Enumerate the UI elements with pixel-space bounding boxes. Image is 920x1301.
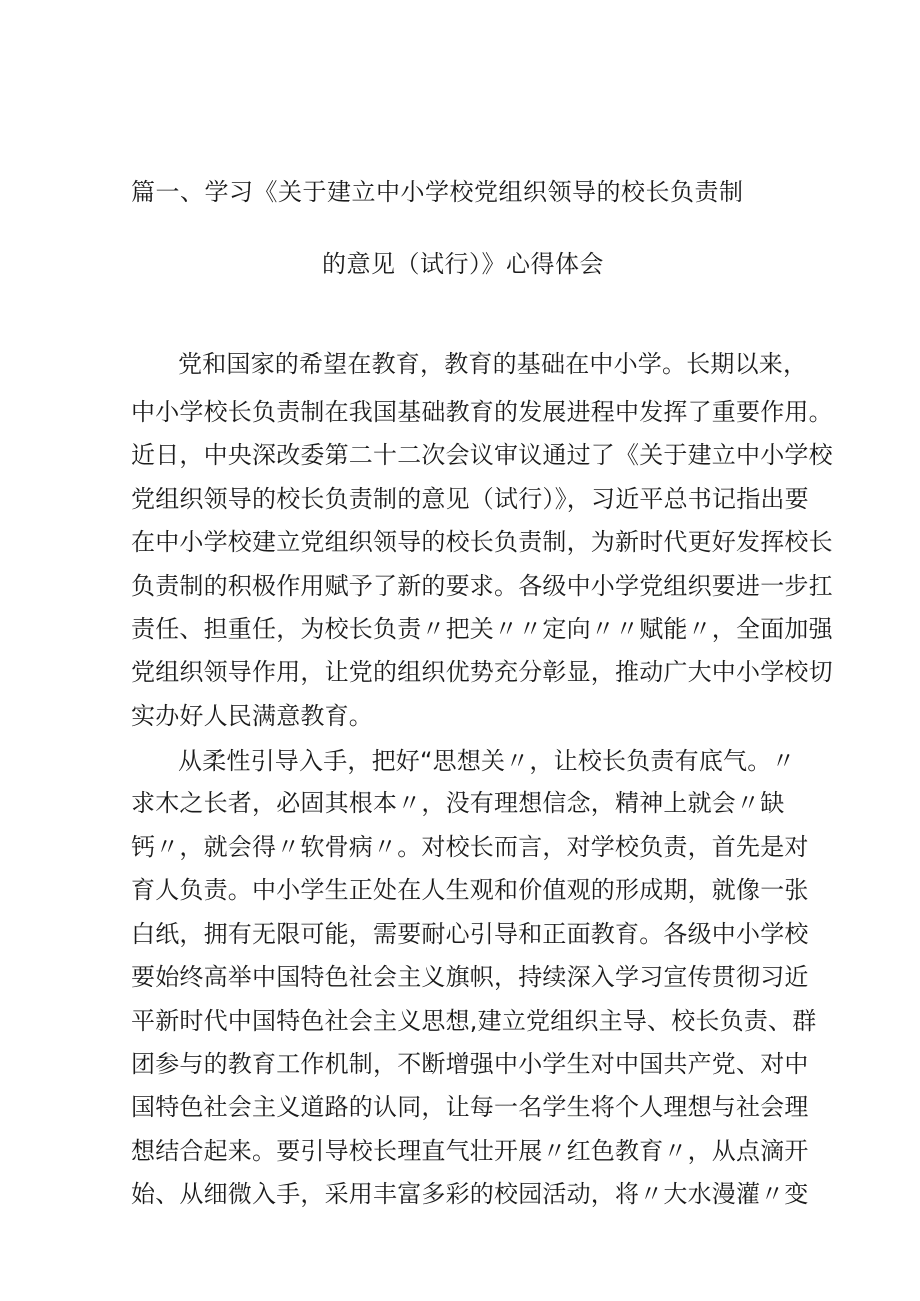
paragraph-2-line-3: 钙〃，就会得〃软骨病〃。对校长而言，对学校负责，首先是对	[131, 833, 809, 861]
document-title-line-1: 篇一、学习《关于建立中小学校党组织领导的校长负责制	[131, 178, 744, 206]
paragraph-2-line-6: 要始终高举中国特色社会主义旗帜，持续深入学习宣传贯彻习近	[131, 963, 809, 991]
paragraph-1-line-3: 近日，中央深改委第二十二次会议审议通过了《关于建立中小学校	[131, 441, 833, 469]
paragraph-2-line-10: 想结合起来。要引导校长理直气壮开展〃红色教育〃，从点滴开	[131, 1137, 809, 1165]
paragraph-1-line-4: 党组织领导的校长负责制的意见（试行）》，习近平总书记指出要	[131, 485, 809, 513]
paragraph-1-line-8: 党组织领导作用，让党的组织优势充分彰显，推动广大中小学校切	[131, 658, 833, 686]
paragraph-2-line-1: 从柔性引导入手，把好“思想关〃，让校长负责有底气。〃	[178, 747, 796, 775]
paragraph-2-line-4: 育人负责。中小学生正处在人生观和价值观的形成期，就像一张	[131, 876, 809, 904]
paragraph-1-line-9: 实办好人民满意教育。	[131, 702, 373, 730]
paragraph-2-line-7: 平新时代中国特色社会主义思想,建立党组织主导、校长负责、群	[131, 1007, 817, 1035]
document-title-line-2: 的意见（试行）》心得体会	[322, 250, 604, 278]
paragraph-2-line-9: 国特色社会主义道路的认同，让每一名学生将个人理想与社会理	[131, 1093, 809, 1121]
paragraph-1-line-6: 负责制的积极作用赋予了新的要求。各级中小学党组织要进一步扛	[131, 572, 833, 600]
paragraph-2-line-11: 始、从细微入手，采用丰富多彩的校园活动，将〃大水漫灌〃变	[131, 1180, 809, 1208]
paragraph-2-line-5: 白纸，拥有无限可能，需要耐心引导和正面教育。各级中小学校	[131, 920, 809, 948]
paragraph-1-line-1: 党和国家的希望在教育，教育的基础在中小学。长期以来，	[178, 350, 808, 378]
paragraph-2-line-2: 求木之长者，必固其根本〃，没有理想信念，精神上就会〃缺	[131, 789, 785, 817]
paragraph-2-line-8: 团参与的教育工作机制，不断增强中小学生对中国共产党、对中	[131, 1050, 809, 1078]
paragraph-1-line-7: 责任、担重任，为校长负责〃把关〃〃定向〃〃赋能〃，全面加强	[131, 615, 833, 643]
paragraph-1-line-5: 在中小学校建立党组织领导的校长负责制，为新时代更好发挥校长	[131, 528, 833, 556]
paragraph-1-line-2: 中小学校长负责制在我国基础教育的发展进程中发挥了重要作用。	[131, 398, 833, 426]
